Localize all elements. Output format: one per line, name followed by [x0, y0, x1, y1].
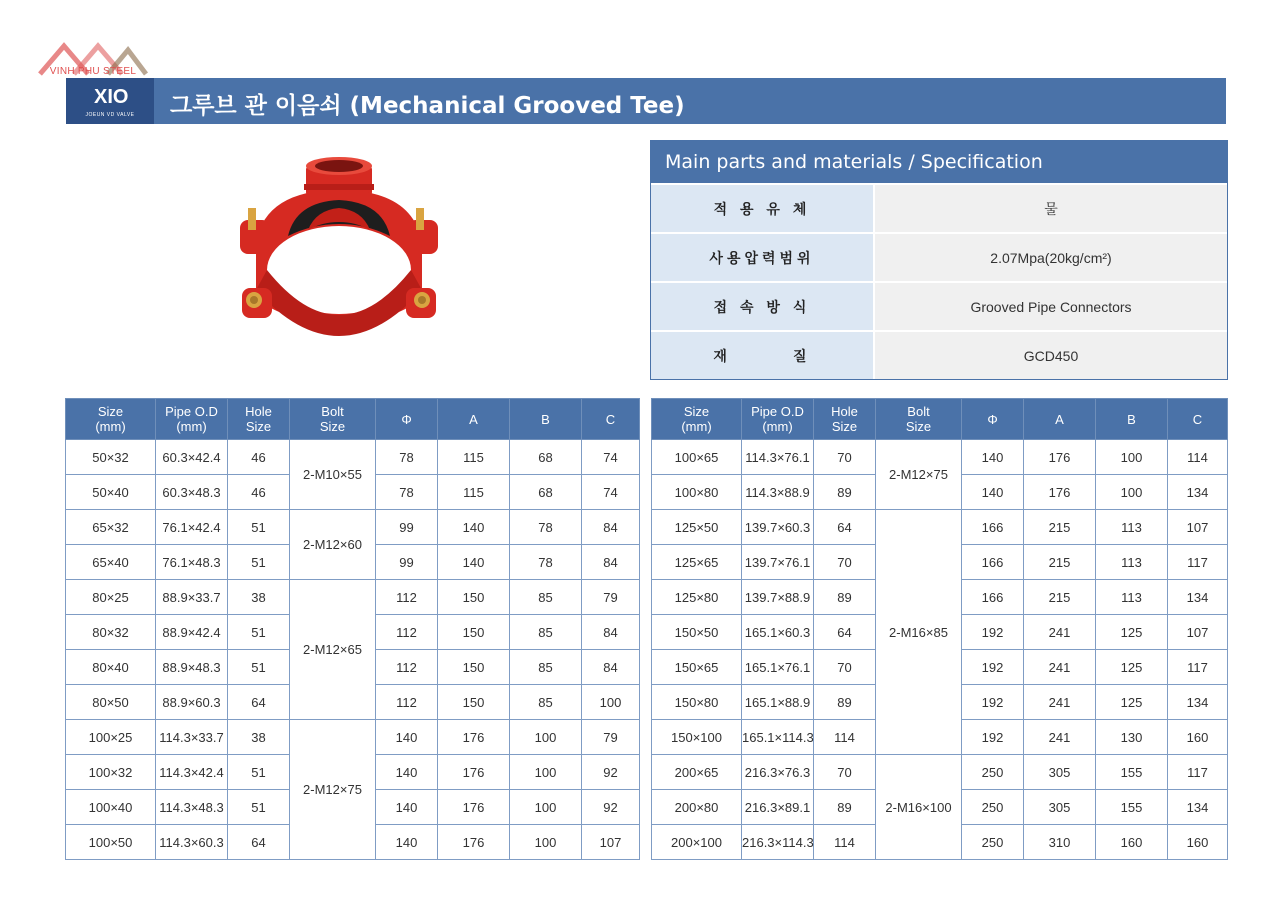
- cell-size: 150×50: [652, 615, 742, 650]
- cell-hole-size: 114: [814, 825, 876, 860]
- cell-hole-size: 64: [814, 510, 876, 545]
- cell-pipe-od: 139.7×60.3: [742, 510, 814, 545]
- spec-value: 2.07Mpa(20kg/cm²): [873, 234, 1227, 281]
- cell-phi: 192: [962, 650, 1024, 685]
- cell-a: 176: [438, 825, 510, 860]
- header-hole-size-line: Size: [245, 419, 272, 434]
- cell-c: 84: [582, 545, 640, 580]
- table-row: [66, 440, 640, 475]
- cell-c: 134: [1168, 475, 1228, 510]
- cell-pipe-od: 139.7×76.1: [742, 545, 814, 580]
- cell-a: 176: [1024, 440, 1096, 475]
- cell-size: 80×40: [66, 650, 156, 685]
- cell-phi: 166: [962, 545, 1024, 580]
- spec-value: 물: [873, 185, 1227, 232]
- cell-pipe-od: 165.1×60.3: [742, 615, 814, 650]
- cell-bolt-size: 2-M10×55: [290, 440, 376, 510]
- header-size: [66, 399, 156, 440]
- cell-c: 134: [1168, 685, 1228, 720]
- grooved-tee-icon: [226, 150, 446, 370]
- cell-phi: 140: [376, 755, 438, 790]
- cell-a: 150: [438, 580, 510, 615]
- header-pipe-od: [742, 399, 814, 440]
- cell-hole-size: 51: [228, 650, 290, 685]
- cell-size: 100×80: [652, 475, 742, 510]
- table-row: [652, 440, 1228, 475]
- header-bolt-size: [290, 399, 376, 440]
- cell-a: 115: [438, 475, 510, 510]
- header-bolt-size-line: Bolt: [907, 404, 930, 419]
- header-hole-size-line: Size: [831, 419, 858, 434]
- dimension-table-right: [651, 398, 1228, 860]
- cell-b: 78: [510, 545, 582, 580]
- cell-hole-size: 89: [814, 475, 876, 510]
- spec-row: [651, 281, 1227, 330]
- cell-b: 155: [1096, 755, 1168, 790]
- cell-size: 65×40: [66, 545, 156, 580]
- header-pipe-od-line: (mm): [762, 419, 793, 434]
- cell-a: 215: [1024, 580, 1096, 615]
- cell-size: 200×80: [652, 790, 742, 825]
- cell-a: 241: [1024, 720, 1096, 755]
- header-size-line: (mm): [681, 419, 712, 434]
- header-c: C: [1168, 399, 1228, 440]
- product-image: [226, 150, 446, 370]
- cell-c: 79: [582, 580, 640, 615]
- header-bolt-size: [876, 399, 962, 440]
- cell-phi: 166: [962, 510, 1024, 545]
- cell-c: 114: [1168, 440, 1228, 475]
- cell-size: 150×65: [652, 650, 742, 685]
- cell-c: 84: [582, 650, 640, 685]
- cell-c: 84: [582, 510, 640, 545]
- cell-c: 107: [1168, 615, 1228, 650]
- spec-key: 재 질: [651, 332, 873, 379]
- header-size: [652, 399, 742, 440]
- cell-a: 241: [1024, 685, 1096, 720]
- cell-hole-size: 70: [814, 440, 876, 475]
- cell-phi: 140: [376, 790, 438, 825]
- cell-b: 155: [1096, 790, 1168, 825]
- cell-size: 200×100: [652, 825, 742, 860]
- cell-bolt-size: 2-M12×75: [290, 720, 376, 860]
- cell-size: 125×80: [652, 580, 742, 615]
- header-hole-size-line: Hole: [245, 404, 272, 419]
- cell-pipe-od: 88.9×48.3: [156, 650, 228, 685]
- cell-pipe-od: 76.1×48.3: [156, 545, 228, 580]
- cell-phi: 99: [376, 545, 438, 580]
- header-pipe-od-line: Pipe O.D: [751, 404, 804, 419]
- dimension-table-left: [65, 398, 640, 860]
- cell-a: 215: [1024, 510, 1096, 545]
- cell-pipe-od: 165.1×88.9: [742, 685, 814, 720]
- cell-a: 140: [438, 545, 510, 580]
- cell-c: 134: [1168, 580, 1228, 615]
- header-phi: Φ: [962, 399, 1024, 440]
- cell-a: 140: [438, 510, 510, 545]
- cell-b: 130: [1096, 720, 1168, 755]
- cell-size: 50×32: [66, 440, 156, 475]
- cell-size: 100×32: [66, 755, 156, 790]
- cell-c: 84: [582, 615, 640, 650]
- cell-c: 134: [1168, 790, 1228, 825]
- cell-bolt-size: 2-M16×100: [876, 755, 962, 860]
- spec-key: 사용압력범위: [651, 234, 873, 281]
- cell-pipe-od: 88.9×60.3: [156, 685, 228, 720]
- cell-size: 125×65: [652, 545, 742, 580]
- cell-phi: 112: [376, 615, 438, 650]
- header-hole-size-line: Hole: [831, 404, 858, 419]
- cell-a: 150: [438, 650, 510, 685]
- cell-pipe-od: 139.7×88.9: [742, 580, 814, 615]
- cell-phi: 78: [376, 475, 438, 510]
- header-a: A: [1024, 399, 1096, 440]
- table-header-row: [66, 399, 640, 440]
- cell-phi: 166: [962, 580, 1024, 615]
- header-bolt-size-line: Bolt: [321, 404, 344, 419]
- cell-c: 160: [1168, 825, 1228, 860]
- cell-a: 305: [1024, 755, 1096, 790]
- cell-phi: 250: [962, 790, 1024, 825]
- cell-hole-size: 114: [814, 720, 876, 755]
- cell-a: 176: [438, 790, 510, 825]
- cell-b: 78: [510, 510, 582, 545]
- cell-c: 107: [582, 825, 640, 860]
- cell-b: 125: [1096, 685, 1168, 720]
- cell-pipe-od: 114.3×88.9: [742, 475, 814, 510]
- cell-pipe-od: 114.3×60.3: [156, 825, 228, 860]
- cell-size: 50×40: [66, 475, 156, 510]
- cell-phi: 112: [376, 580, 438, 615]
- header-hole-size: [814, 399, 876, 440]
- cell-hole-size: 51: [228, 545, 290, 580]
- spec-panel: [650, 140, 1228, 380]
- cell-hole-size: 64: [228, 685, 290, 720]
- header-b: B: [510, 399, 582, 440]
- cell-b: 113: [1096, 510, 1168, 545]
- cell-b: 85: [510, 615, 582, 650]
- cell-pipe-od: 60.3×48.3: [156, 475, 228, 510]
- cell-size: 65×32: [66, 510, 156, 545]
- watermark-text: VINH PHU STEEL: [49, 66, 137, 77]
- cell-phi: 99: [376, 510, 438, 545]
- cell-size: 125×50: [652, 510, 742, 545]
- cell-hole-size: 89: [814, 790, 876, 825]
- cell-bolt-size: 2-M16×85: [876, 510, 962, 755]
- header-b: B: [1096, 399, 1168, 440]
- cell-phi: 112: [376, 650, 438, 685]
- header-a: A: [438, 399, 510, 440]
- cell-hole-size: 64: [228, 825, 290, 860]
- cell-hole-size: 70: [814, 545, 876, 580]
- cell-a: 305: [1024, 790, 1096, 825]
- header-pipe-od-line: (mm): [176, 419, 207, 434]
- title-banner: [66, 78, 1226, 124]
- cell-phi: 78: [376, 440, 438, 475]
- cell-pipe-od: 60.3×42.4: [156, 440, 228, 475]
- cell-b: 85: [510, 650, 582, 685]
- header-pipe-od: [156, 399, 228, 440]
- cell-size: 100×50: [66, 825, 156, 860]
- header-size-line: Size: [97, 404, 124, 419]
- cell-b: 113: [1096, 580, 1168, 615]
- cell-c: 107: [1168, 510, 1228, 545]
- cell-bolt-size: 2-M12×60: [290, 510, 376, 580]
- cell-c: 117: [1168, 650, 1228, 685]
- header-size-line: (mm): [95, 419, 126, 434]
- header-bolt-size-line: Size: [905, 419, 932, 434]
- cell-size: 80×50: [66, 685, 156, 720]
- cell-phi: 250: [962, 755, 1024, 790]
- cell-bolt-size: 2-M12×65: [290, 580, 376, 720]
- cell-hole-size: 51: [228, 510, 290, 545]
- cell-b: 68: [510, 440, 582, 475]
- brand-logo-mark: XIO: [94, 86, 129, 108]
- cell-hole-size: 64: [814, 615, 876, 650]
- table-row: [66, 720, 640, 755]
- spec-row: [651, 330, 1227, 379]
- cell-size: 80×25: [66, 580, 156, 615]
- cell-pipe-od: 114.3×42.4: [156, 755, 228, 790]
- cell-b: 100: [510, 790, 582, 825]
- cell-phi: 192: [962, 685, 1024, 720]
- cell-bolt-size: 2-M12×75: [876, 440, 962, 510]
- cell-hole-size: 51: [228, 790, 290, 825]
- cell-a: 310: [1024, 825, 1096, 860]
- cell-pipe-od: 114.3×33.7: [156, 720, 228, 755]
- cell-pipe-od: 88.9×33.7: [156, 580, 228, 615]
- cell-b: 125: [1096, 615, 1168, 650]
- cell-size: 100×40: [66, 790, 156, 825]
- cell-c: 100: [582, 685, 640, 720]
- cell-a: 115: [438, 440, 510, 475]
- table-row: [652, 510, 1228, 545]
- cell-hole-size: 46: [228, 475, 290, 510]
- header-c: C: [582, 399, 640, 440]
- header-phi: Φ: [376, 399, 438, 440]
- cell-b: 100: [510, 825, 582, 860]
- cell-a: 150: [438, 685, 510, 720]
- cell-phi: 112: [376, 685, 438, 720]
- spec-value: Grooved Pipe Connectors: [873, 283, 1227, 330]
- spec-key: 적 용 유 체: [651, 185, 873, 232]
- cell-pipe-od: 216.3×89.1: [742, 790, 814, 825]
- cell-hole-size: 89: [814, 685, 876, 720]
- cell-b: 125: [1096, 650, 1168, 685]
- cell-c: 117: [1168, 545, 1228, 580]
- cell-c: 160: [1168, 720, 1228, 755]
- cell-b: 68: [510, 475, 582, 510]
- cell-pipe-od: 114.3×76.1: [742, 440, 814, 475]
- cell-a: 176: [1024, 475, 1096, 510]
- cell-c: 79: [582, 720, 640, 755]
- header-pipe-od-line: Pipe O.D: [165, 404, 218, 419]
- cell-hole-size: 70: [814, 755, 876, 790]
- cell-size: 100×65: [652, 440, 742, 475]
- cell-pipe-od: 216.3×76.3: [742, 755, 814, 790]
- table-row: [66, 580, 640, 615]
- cell-size: 80×32: [66, 615, 156, 650]
- cell-b: 160: [1096, 825, 1168, 860]
- cell-size: 150×80: [652, 685, 742, 720]
- cell-a: 215: [1024, 545, 1096, 580]
- cell-c: 117: [1168, 755, 1228, 790]
- cell-hole-size: 89: [814, 580, 876, 615]
- cell-b: 85: [510, 685, 582, 720]
- cell-b: 100: [1096, 475, 1168, 510]
- cell-phi: 192: [962, 720, 1024, 755]
- cell-c: 74: [582, 440, 640, 475]
- header-hole-size: [228, 399, 290, 440]
- cell-pipe-od: 88.9×42.4: [156, 615, 228, 650]
- cell-phi: 140: [376, 720, 438, 755]
- cell-hole-size: 51: [228, 615, 290, 650]
- cell-hole-size: 51: [228, 755, 290, 790]
- cell-c: 74: [582, 475, 640, 510]
- cell-phi: 192: [962, 615, 1024, 650]
- cell-size: 150×100: [652, 720, 742, 755]
- cell-b: 100: [510, 755, 582, 790]
- cell-c: 92: [582, 755, 640, 790]
- spec-value: GCD450: [873, 332, 1227, 379]
- brand-logo-subtext: JOEUN VD VALVE: [85, 112, 135, 118]
- cell-phi: 140: [962, 475, 1024, 510]
- cell-a: 150: [438, 615, 510, 650]
- spec-row: [651, 232, 1227, 281]
- cell-phi: 140: [962, 440, 1024, 475]
- table-row: [652, 755, 1228, 790]
- cell-size: 200×65: [652, 755, 742, 790]
- cell-phi: 250: [962, 825, 1024, 860]
- cell-phi: 140: [376, 825, 438, 860]
- table-row: [66, 510, 640, 545]
- cell-a: 241: [1024, 615, 1096, 650]
- header-size-line: Size: [683, 404, 710, 419]
- cell-hole-size: 46: [228, 440, 290, 475]
- page-title: 그루브 관 이음쇠 (Mechanical Grooved Tee): [170, 93, 685, 119]
- cell-hole-size: 38: [228, 720, 290, 755]
- spec-title: Main parts and materials / Specification: [651, 141, 1227, 183]
- cell-b: 85: [510, 580, 582, 615]
- cell-b: 113: [1096, 545, 1168, 580]
- cell-hole-size: 38: [228, 580, 290, 615]
- cell-a: 176: [438, 755, 510, 790]
- watermark-logo: [38, 40, 148, 110]
- table-header-row: [652, 399, 1228, 440]
- cell-a: 241: [1024, 650, 1096, 685]
- cell-pipe-od: 165.1×114.3: [742, 720, 814, 755]
- spec-row: [651, 183, 1227, 232]
- cell-pipe-od: 76.1×42.4: [156, 510, 228, 545]
- spec-key: 접 속 방 식: [651, 283, 873, 330]
- cell-c: 92: [582, 790, 640, 825]
- header-bolt-size-line: Size: [319, 419, 346, 434]
- cell-pipe-od: 165.1×76.1: [742, 650, 814, 685]
- cell-b: 100: [1096, 440, 1168, 475]
- cell-hole-size: 70: [814, 650, 876, 685]
- cell-pipe-od: 216.3×114.3: [742, 825, 814, 860]
- cell-b: 100: [510, 720, 582, 755]
- cell-size: 100×25: [66, 720, 156, 755]
- cell-pipe-od: 114.3×48.3: [156, 790, 228, 825]
- cell-a: 176: [438, 720, 510, 755]
